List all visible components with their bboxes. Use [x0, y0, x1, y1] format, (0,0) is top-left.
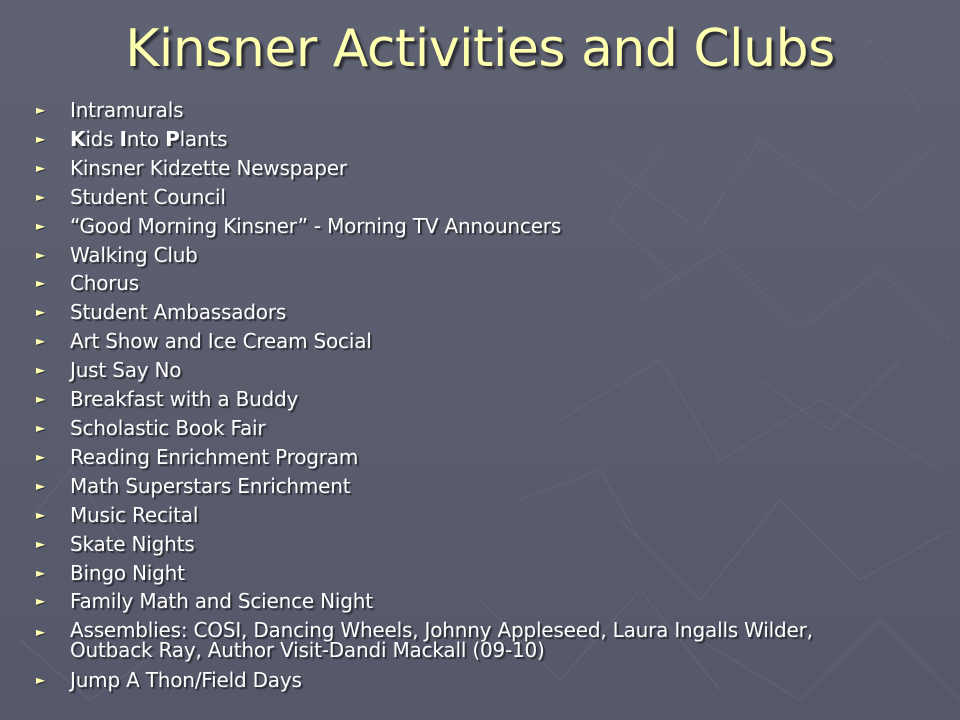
acronym-letter: K [70, 126, 86, 151]
list-item-book-fair [36, 414, 926, 443]
triangle-bullet-icon: ► [36, 565, 46, 580]
list-item-label: Jump A Thon/Field Days [70, 668, 302, 693]
triangle-bullet-icon: ► [36, 189, 46, 204]
acronym-letter: I [119, 126, 127, 151]
list-item-label: Math Superstars Enrichment [70, 473, 351, 498]
list-item-ambassadors [36, 298, 926, 327]
triangle-bullet-icon: ► [36, 673, 46, 688]
list-item-just-say-no [36, 356, 926, 385]
triangle-bullet-icon: ► [36, 247, 46, 262]
triangle-bullet-icon: ► [36, 420, 46, 435]
triangle-bullet-icon: ► [36, 276, 46, 291]
list-item-label: Reading Enrichment Program [70, 444, 359, 469]
triangle-bullet-icon: ► [36, 507, 46, 522]
list-item-label: Intramurals [70, 98, 184, 122]
word-fragment: nto [126, 126, 166, 151]
list-item-label: Family Math and Science Night [70, 589, 373, 614]
list-item-label: Skate Nights [70, 531, 195, 556]
list-item-label: Student Council [70, 184, 226, 209]
list-item-family-math-science [36, 587, 926, 616]
triangle-bullet-icon: ► [36, 103, 46, 117]
list-item-chorus [36, 269, 926, 298]
acronym-letter: P [165, 126, 180, 151]
triangle-bullet-icon: ► [36, 131, 46, 146]
list-item-music-recital [36, 501, 926, 530]
list-item-label: Chorus [70, 271, 139, 296]
list-item-walking-club [36, 241, 926, 270]
list-item-label: Student Ambassadors [70, 300, 287, 325]
list-item-label: Kinsner Kidzette Newspaper [70, 155, 347, 180]
list-item-breakfast-buddy [36, 385, 926, 414]
list-item-reading-enrichment [36, 443, 926, 472]
list-item-math-superstars [36, 472, 926, 501]
list-item-label: Scholastic Book Fair [70, 415, 266, 440]
triangle-bullet-icon: ► [36, 625, 46, 640]
list-item-label: Walking Club [70, 242, 198, 267]
list-item-student-council [36, 183, 926, 212]
list-item-tv-announcers [36, 212, 926, 241]
list-item-label: Music Recital [70, 502, 199, 527]
triangle-bullet-icon: ► [36, 478, 46, 493]
triangle-bullet-icon: ► [36, 363, 46, 378]
list-item-newspaper [36, 154, 926, 183]
list-item-bingo-night [36, 559, 926, 588]
list-item-art-show [36, 327, 926, 356]
triangle-bullet-icon: ► [36, 160, 46, 175]
triangle-bullet-icon: ► [36, 392, 46, 407]
list-item-label: Art Show and Ice Cream Social [70, 329, 372, 354]
list-item-jump-a-thon [36, 666, 926, 695]
list-item-label: Bingo Night [70, 560, 185, 585]
list-item-label: Breakfast with a Buddy [70, 387, 299, 412]
triangle-bullet-icon: ► [36, 218, 46, 233]
list-item-label: Just Say No [70, 358, 182, 383]
list-item-label: “Good Morning Kinsner” - Morning TV Announcers [70, 213, 562, 238]
triangle-bullet-icon: ► [36, 449, 46, 464]
word-fragment: lants [179, 126, 228, 151]
triangle-bullet-icon: ► [36, 334, 46, 349]
list-item-label-line-2: Outback Ray, Author Visit-Dandi Mackall (09-10) [70, 638, 545, 663]
word-fragment: ids [85, 126, 120, 151]
triangle-bullet-icon: ► [36, 536, 46, 551]
list-item-label [70, 127, 227, 151]
list-item-intramurals [36, 96, 926, 125]
list-item-assemblies [36, 616, 926, 666]
slide-title: Kinsner Activities and Clubs [125, 19, 835, 79]
activities-list [36, 96, 926, 695]
list-item-kids-into-plants [36, 125, 926, 154]
triangle-bullet-icon: ► [36, 594, 46, 609]
triangle-bullet-icon: ► [36, 305, 46, 320]
list-item-skate-nights [36, 530, 926, 559]
list-item-label-line-1: Assemblies: COSI, Dancing Wheels, Johnny Appleseed, Laura Ingalls Wilder, [70, 618, 813, 643]
